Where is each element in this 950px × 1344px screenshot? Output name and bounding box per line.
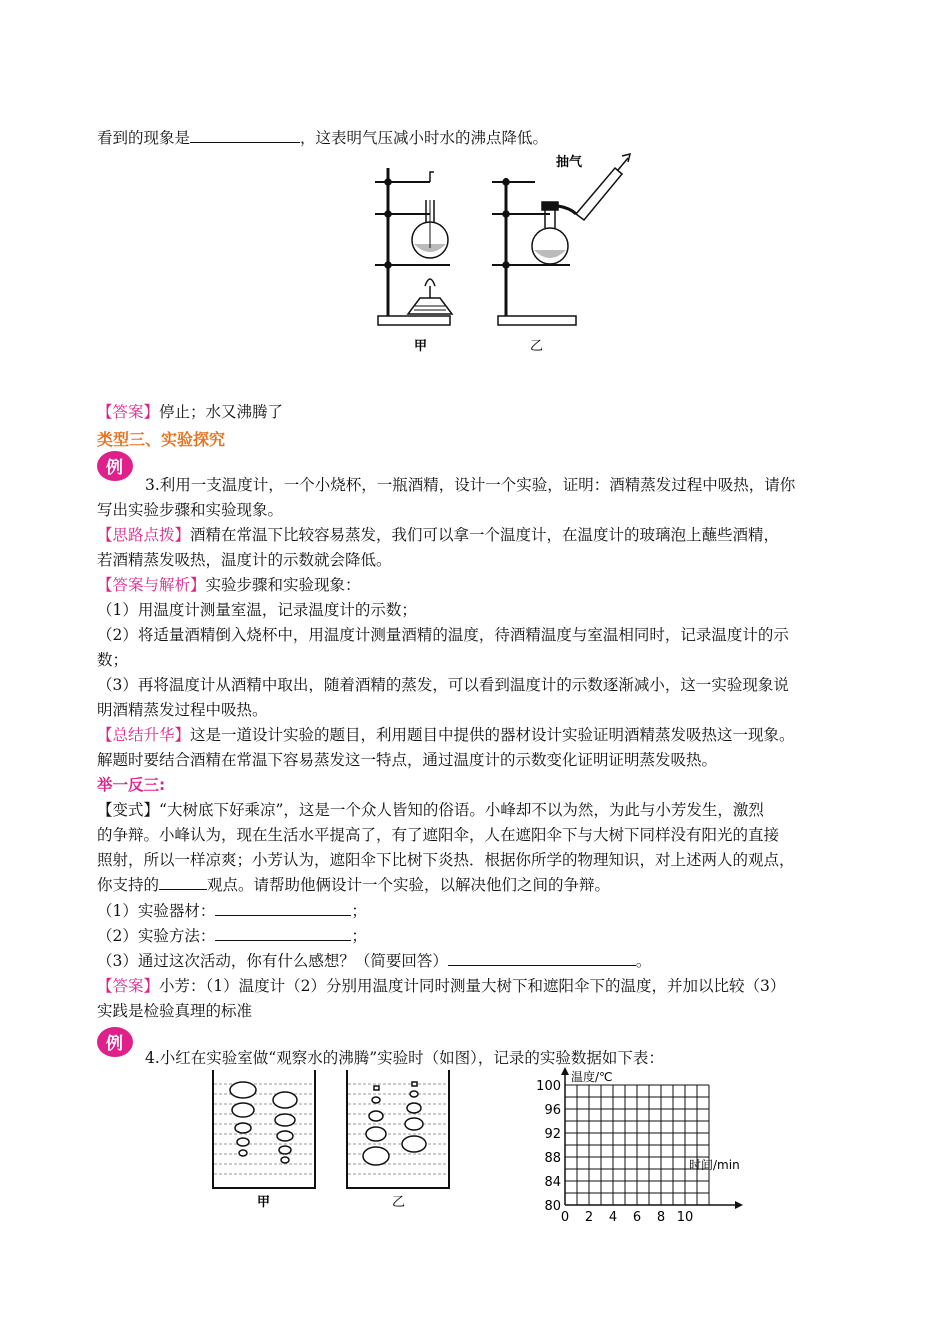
hint-text-1: 酒精在常温下比较容易蒸发，我们可以拿一个温度计，在温度计的玻璃泡上蘸些酒精， [190, 526, 780, 544]
variant-text-1: “大树底下好乘凉”，这是一个众人皆知的俗语。小峰却不以为然，为此与小芳发生，激烈 [159, 801, 764, 819]
answer-tag: 【答案】 [97, 403, 160, 421]
answer-blank [190, 128, 300, 143]
q4-line-1: 4.小红在实验室做“观察水的沸腾”实验时（如图），记录的实验数据如下表： [145, 1049, 664, 1067]
y-tick-label: 84 [544, 1175, 561, 1190]
variant-text-4a: 你支持的 [97, 876, 160, 894]
y-tick-labels [536, 1079, 561, 1214]
y-tick-label: 88 [544, 1151, 561, 1166]
x-tick-labels [561, 1210, 693, 1225]
y-tick-label: 100 [536, 1079, 561, 1094]
variant-answer-tag: 【答案】 [97, 977, 160, 995]
analysis-text: 实验步骤和实验现象： [205, 576, 361, 594]
temperature-time-chart [525, 1065, 755, 1225]
x-tick-label: 2 [584, 1210, 594, 1225]
setup-a [375, 168, 452, 325]
x-tick-label: 8 [656, 1210, 666, 1225]
x-tick-label: 0 [560, 1210, 570, 1225]
variant-answer-1 [97, 976, 785, 996]
q2-line [97, 128, 548, 148]
x-axis-arrow [735, 1201, 743, 1209]
variant-answer-text-1: 小芳：（1）温度计（2）分别用温度计同时测量大树下和遮阳伞下的温度，并加以比较（3） [159, 977, 786, 995]
q3-summary-1 [97, 725, 795, 745]
variant-line-2: 的争辩。小峰认为，现在生活水平提高了，有了遮阳伞，人在遮阳伞下与大树下同样没有阳光的直接 [97, 826, 780, 844]
x-tick-label: 6 [632, 1210, 642, 1225]
y-axis-arrow [561, 1067, 569, 1075]
q2-text-b: ，这表明气压减小时水的沸点降低。 [300, 129, 549, 147]
variant-q2 [97, 926, 367, 946]
variant-answer-2: 实践是检验真理的标准 [97, 1002, 253, 1020]
variant-text-4b: 观点。请帮助他俩设计一个实验，以解决他们之间的争辩。 [207, 876, 611, 894]
variant-q3 [97, 951, 651, 971]
variant-q1 [97, 901, 367, 921]
summary-text-1: 这是一道设计实验的题目，利用题目中提供的器材设计实验证明酒精蒸发吸热这一现象。 [190, 726, 795, 744]
q3-analysis [97, 575, 361, 595]
x-axis-label: 时间/min [689, 1158, 740, 1172]
q3-line-2: 写出实验步骤和实验现象。 [97, 501, 284, 519]
figure-b-label: 乙 [530, 339, 544, 354]
q3-step-1: （1）用温度计测量室温，记录温度计的示数； [97, 601, 417, 619]
q3-line-1: 3.利用一支温度计，一个小烧杯，一瓶酒精，设计一个实验，证明：酒精蒸发过程中吸热，请你 [145, 476, 796, 494]
boiling-apparatus-figure [370, 148, 630, 358]
support-blank [159, 875, 207, 890]
beaker-a [213, 1070, 315, 1188]
analysis-tag: 【答案与解析】 [97, 576, 206, 594]
variant-line-4 [97, 875, 610, 895]
q3-step-2b: 数； [97, 651, 129, 669]
answer-text: 停止；水又沸腾了 [159, 403, 284, 421]
q2-text-a: 看到的现象是 [97, 129, 191, 147]
variant-q3-period: 。 [635, 952, 652, 970]
q3-step-2a: （2）将适量酒精倒入烧杯中，用温度计测量酒精的温度，待酒精温度与室温相同时，记录温度计的示 [97, 626, 789, 644]
variant-q2-semi: ； [351, 927, 367, 945]
y-tick-label: 80 [544, 1199, 561, 1214]
q3-step-3a: （3）再将温度计从酒精中取出，随着酒精的蒸发，可以看到温度计的示数逐渐减小，这一实验现象说 [97, 676, 789, 694]
method-blank [215, 926, 351, 941]
variant-tag: 【变式】 [97, 801, 160, 819]
q3-hint-2: 若酒精蒸发吸热，温度计的示数就会降低。 [97, 551, 392, 569]
chart-grid [565, 1085, 709, 1205]
equipment-blank [215, 901, 351, 916]
chart-axes [561, 1067, 743, 1209]
y-axis-label: 温度/℃ [571, 1070, 613, 1084]
thoughts-blank [448, 951, 636, 966]
beaker-b-label: 乙 [392, 1195, 406, 1210]
figure-a-label: 甲 [414, 339, 428, 354]
y-tick-label: 96 [544, 1103, 561, 1118]
q3-step-3b: 明酒精蒸发过程中吸热。 [97, 701, 268, 719]
q3-summary-2: 解题时要结合酒精在常温下容易蒸发这一特点，通过温度计的示数变化证明证明蒸发吸热。 [97, 751, 718, 769]
example-badge-icon [95, 449, 135, 483]
example-badge-text: 例 [106, 1034, 123, 1054]
variant-line-3: 照射，所以一样凉爽；小芳认为，遮阳伞下比树下炎热．根据你所学的物理知识，对上述两人的观点， [97, 851, 795, 869]
example-badge-text: 例 [106, 458, 123, 478]
variant-heading: 举一反三: [97, 776, 166, 794]
variant-q1-semi: ； [351, 902, 367, 920]
setup-b [492, 154, 630, 325]
summary-tag: 【总结升华】 [97, 726, 191, 744]
answer-line-1 [97, 402, 283, 422]
example-badge-icon [95, 1025, 135, 1059]
variant-q1-label: （1）实验器材： [97, 902, 216, 920]
x-tick-label: 4 [608, 1210, 618, 1225]
beakers-figure [205, 1068, 460, 1213]
beaker-a-label: 甲 [257, 1195, 271, 1210]
beaker-b [347, 1070, 449, 1188]
variant-q2-label: （2）实验方法： [97, 927, 216, 945]
section-title: 类型三、实验探究 [97, 430, 226, 449]
variant-line-1 [97, 800, 764, 820]
pump-label: 抽气 [556, 155, 583, 170]
hint-tag: 【思路点拨】 [97, 526, 191, 544]
x-tick-label: 10 [676, 1210, 694, 1225]
y-tick-label: 92 [544, 1127, 561, 1142]
variant-q3-label: （3）通过这次活动，你有什么感想？（简要回答） [97, 952, 448, 970]
q3-hint-1 [97, 525, 779, 545]
